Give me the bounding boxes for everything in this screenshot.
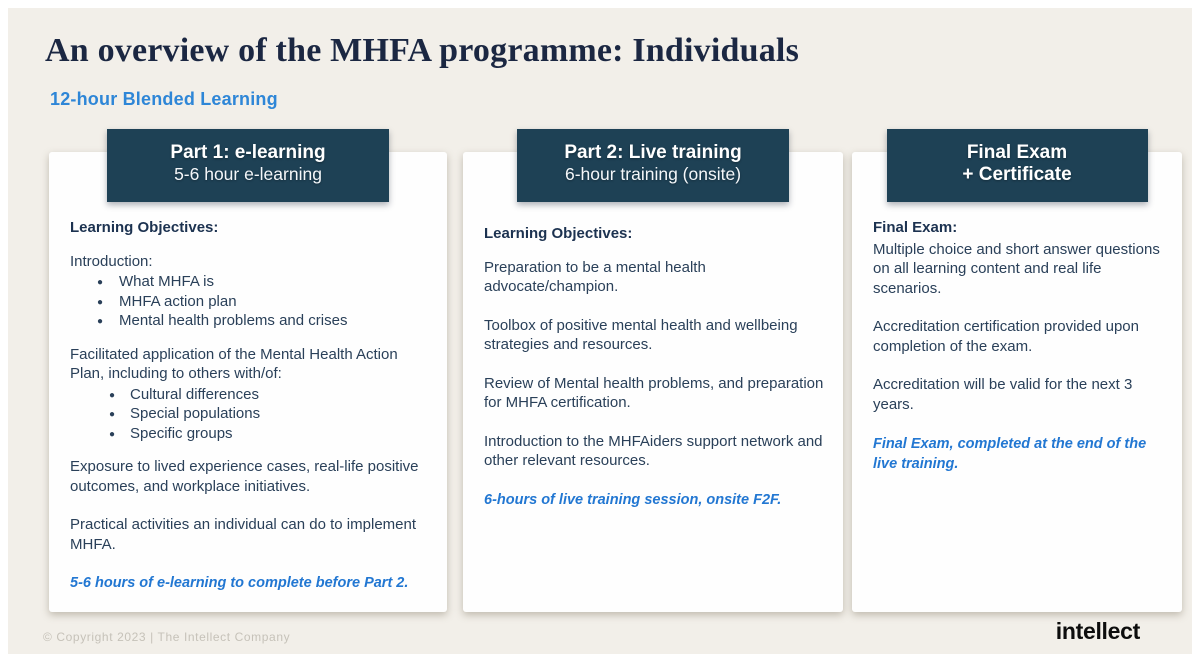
card-part1-title: Part 1: e-learning (170, 142, 326, 163)
card-part1-header-band (107, 129, 389, 202)
card-part2-body (463, 152, 843, 612)
card-part2-title: Part 2: Live training (564, 142, 742, 163)
accreditation-paragraph: Accreditation certification provided upon completion of the exam. (873, 318, 1139, 355)
card-final-exam-title: Final Exam (966, 142, 1068, 163)
card-part1-body (49, 152, 447, 612)
bullet-item: ● Specific groups (70, 424, 429, 444)
learning-objectives-heading: Learning Objectives: (70, 219, 219, 236)
facilitated-bullet-list (70, 385, 429, 444)
learning-objectives-heading: Learning Objectives: (484, 225, 633, 242)
intro-bullet-list (70, 272, 429, 331)
slide-title: An overview of the MHFA programme: Individuals (45, 32, 800, 69)
copyright-text: © Copyright 2023 | The Intellect Company (43, 630, 291, 644)
card-part1-note: 5-6 hours of e-learning to complete before Part 2. (70, 575, 409, 591)
practical-paragraph: Practical activities an individual can do to implement MHFA. (70, 516, 417, 553)
card-part2-duration: 6-hour training (onsite) (564, 164, 742, 184)
bullet-item: ● Mental health problems and crises (70, 311, 429, 331)
card-final-exam-note: Final Exam, completed at the end of the live training. (873, 436, 1147, 472)
intro-label: Introduction: (70, 252, 153, 270)
intellect-logo: intellect (1055, 618, 1140, 644)
card-part2-note: 6-hours of live training session, onsite F2F. (484, 491, 782, 508)
card-final-exam (852, 142, 1182, 612)
bullet-item: ● Special populations (70, 404, 429, 424)
exposure-paragraph: Exposure to lived experience cases, real-life positive outcomes, and workplace initiatives. (70, 458, 419, 495)
final-exam-heading: Final Exam: (873, 219, 958, 236)
exam-format-paragraph: Multiple choice and short answer questions on all learning content and real life scenarios. (873, 240, 1160, 297)
card-part2-header-band (517, 129, 789, 202)
review-paragraph: Review of Mental health problems, and preparation for MHFA certification. (484, 374, 824, 411)
card-final-exam-header-band (887, 129, 1148, 202)
toolbox-paragraph: Toolbox of positive mental health and wellbeing strategies and resources. (484, 316, 798, 353)
bullet-item: ● What MHFA is (70, 272, 429, 292)
card-final-exam-subtitle: + Certificate (962, 164, 1072, 185)
bullet-item: ● MHFA action plan (70, 292, 429, 312)
preparation-paragraph: Preparation to be a mental health advocate/champion. (484, 258, 706, 295)
card-final-exam-body (852, 152, 1182, 612)
validity-paragraph: Accreditation will be valid for the next 3 years. (873, 376, 1133, 413)
bullet-item: ● Cultural differences (70, 385, 429, 405)
card-part1-duration: 5-6 hour e-learning (174, 164, 322, 184)
facilitated-paragraph: Facilitated application of the Mental Health Action Plan, including to others with/of: (70, 345, 398, 382)
slide-subtitle: 12-hour Blended Learning (50, 89, 278, 109)
slide-background (8, 8, 1192, 654)
mhfaiders-paragraph: Introduction to the MHFAiders support network and other relevant resources. (484, 432, 823, 469)
card-part1 (49, 142, 447, 612)
card-part2 (463, 142, 843, 612)
